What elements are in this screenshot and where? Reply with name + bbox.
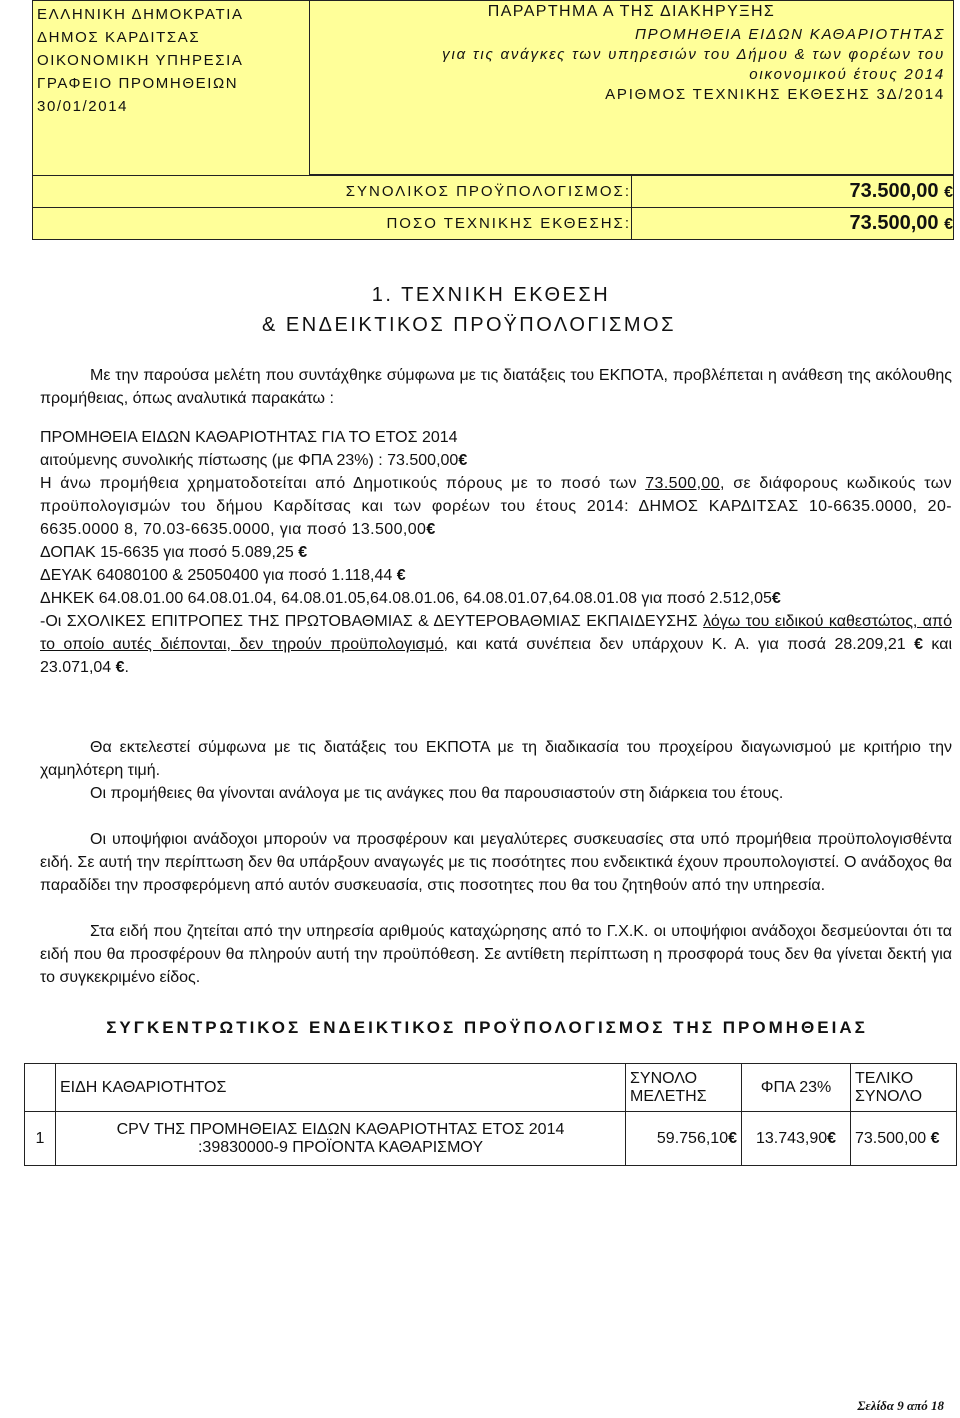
budget-row [33,175,954,207]
issue-date: 30/01/2014 [37,98,129,115]
schools-text-amount2: και 23.071,04 [40,636,952,676]
column-header: ΣΥΝΟΛΟ ΜΕΛΕΤΗΣ [626,1064,742,1112]
row-total [851,1112,957,1166]
deyak-line [40,564,952,587]
supply-credit [40,449,952,472]
report-value: 73.500,00 [849,211,939,234]
total-value: 73.500,00 [855,1129,927,1147]
header-table [32,0,954,240]
schedule-paragraph: Οι προμήθειες θα γίνονται ανάλογα με τις ανάγκες που θα παρουσιαστούν στη διάρκεια του έτους. [90,785,784,802]
euro-sign: € [914,636,923,653]
summary-table [24,1063,957,1166]
subject-line: για τις ανάγκες των υπηρεσιών του Δήμου & των φορέων του [442,46,945,63]
row-net [626,1112,742,1166]
euro-sign: € [458,452,468,469]
euro-sign: € [115,659,125,676]
funding-amount: 73.500,00 [645,475,721,492]
deyak-text: ΔΕΥΑΚ 64080100 & 25050400 για ποσό 1.118,44 [40,567,393,584]
table-header-row [25,1064,957,1112]
supply-block [40,426,952,679]
report-number: ΑΡΙΘΜΟΣ ΤΕΧΝΙΚΗΣ ΕΚΘΕΣΗΣ 3Δ/2014 [605,86,945,103]
report-amount [632,207,954,239]
report-amount-row [33,207,954,239]
summary-title: ΣΥΓΚΕΝΤΡΩΤΙΚΟΣ ΕΝΔΕΙΚΤΙΚΟΣ ΠΡΟΫΠΟΛΟΓΙΣΜΟΣ ΤΗΣ ΠΡΟΜΗΘΕΙΑΣ [106,1018,868,1037]
funding-paragraph [40,472,952,541]
euro-sign: € [396,567,406,584]
schools-underlined-text: λόγω του ειδικού καθεστώτος, από το οποίο αυτές διέπονται, δεν τηρούν προϋπολογισμό [40,613,952,653]
registration-paragraph: Στα ειδή που ζητείται από την υπηρεσία αριθμούς καταχώρησης από το Γ.Χ.Κ. οι υποψήφιοι ανάδοχοι δεσμεύονται ότι τα ειδή που θα προσφέρουν θα πληρούν αυτή την προϋπόθεση. Σε αντίθετη περίπτωση η προσφορά τους δεν θα γίνεται δεκτή για το συγκεκριμένο είδος. [40,923,952,986]
funding-text-codes: , σε διάφορους κωδικούς των προϋπολογισμών του δήμου Καρδίτσας και των φορέων του έτους 2014: ΔΗΜΟΣ ΚΑΡΔΙΤΣΑΣ 10-6635.0000, 20-6635.0000 8, 70.03-6635.0000, για ποσό 13.500,00 [40,475,952,538]
euro-sign: € [930,1129,940,1147]
issuer-line: ΔΗΜΟΣ ΚΑΡΔΙΤΣΑΣ [37,29,201,46]
euro-sign: € [426,521,436,538]
table-row [25,1112,957,1166]
schools-text-end: . [124,659,129,676]
supply-credit-text: αιτούμενης συνολικής πίστωσης (με ΦΠΑ 23%) : 73.500,00 [40,452,459,469]
column-header: ΕΙΔΗ ΚΑΘΑΡΙΟΤΗΤΟΣ [56,1064,626,1112]
column-header: ΤΕΛΙΚΟ ΣΥΝΟΛΟ [851,1064,957,1112]
dhkek-line [40,587,952,610]
section-subtitle: & ΕΝΔΕΙΚΤΙΚΟΣ ΠΡΟΫΠΟΛΟΓΙΣΜΟΣ [262,314,676,336]
budget-label: ΣΥΝΟΛΙΚΟΣ ΠΡΟΫΠΟΛΟΓΙΣΜΟΣ: [310,175,632,207]
section-title: 1. ΤΕΧΝΙΚΗ ΕΚΘΕΣΗ [371,284,611,306]
column-header [25,1064,56,1112]
funding-text: Η άνω προμήθεια χρηματοδοτείται από Δημοτικούς πόρους με το ποσό των [40,475,637,492]
schools-text: -Οι ΣΧΟΛΙΚΕΣ ΕΠΙΤΡΟΠΕΣ ΤΗΣ ΠΡΩΤΟΒΑΘΜΙΑΣ & ΔΕΥΤΕΡΟΒΑΘΜΙΑΣ ΕΚΠΑΙΔΕΥΣΗΣ [40,613,698,630]
budget-amount [632,175,954,207]
annex-title: ΠΑΡΑΡΤΗΜΑ Α ΤΗΣ ΔΙΑΚΗΡΥΞΗΣ [487,3,776,20]
issuer-line: ΓΡΑΦΕΙΟ ΠΡΟΜΗΘΕΙΩΝ [37,75,239,92]
budget-value: 73.500,00 [849,179,939,202]
packaging-paragraph: Οι υποψήφιοι ανάδοχοι μπορούν να προσφέρουν και μεγαλύτερες συσκευασίες στα υπό προμήθεια προϋπολογισθέντα ειδή. Σε αυτή την περίπτωση δεν θα υπάρξουν αναγωγές με τις ποσότητες που ενδεικτικά έχουν προυπολογιστεί. Ο ανάδοχος θα παραδίδει την προσφερόμενη από αυτόν συσκευασία, στις ποσοτητες που θα του ζητηθούν από την υπηρεσία. [40,831,952,894]
row-vat [742,1112,851,1166]
dhkek-text: ΔΗΚΕΚ 64.08.01.00 64.08.01.04, 64.08.01.05,64.08.01.06, 64.08.01.07,64.08.01.08 για ποσό 2.512,05 [40,590,772,607]
euro-sign: € [944,215,953,233]
procedure-paragraph: Θα εκτελεστεί σύμφωνα με τις διατάξεις του ΕΚΠΟΤΑ με τη διαδικασία του προχείρου διαγωνισμού με κριτήριο την χαμηλότερη τιμή. [40,739,952,779]
euro-sign: € [827,1129,837,1147]
row-description [56,1112,626,1166]
header-issuer-block [33,1,310,176]
dopak-line [40,541,952,564]
subject-line: οικονομικού έτους 2014 [749,66,945,83]
euro-sign: € [771,590,781,607]
schools-text-amount: , και κατά συνέπεια δεν υπάρχουν Κ. Α. για ποσά 28.209,21 [443,636,906,653]
dopak-text: ΔΟΠΑΚ 15-6635 για ποσό 5.089,25 [40,544,294,561]
euro-sign: € [298,544,308,561]
schools-paragraph [40,610,952,679]
supply-title: ΠΡΟΜΗΘΕΙΑ ΕΙΔΩΝ ΚΑΘΑΡΙΟΤΗΤΑΣ ΓΙΑ ΤΟ ΕΤΟΣ 2014 [40,429,458,446]
issuer-line: ΕΛΛΗΝΙΚΗ ΔΗΜΟΚΡΑΤΙΑ [37,6,244,23]
cpv-line: CPV ΤΗΣ ΠΡΟΜΗΘΕΙΑΣ ΕΙΔΩΝ ΚΑΘΑΡΙΟΤΗΤΑΣ ΕΤΟΣ 2014 [116,1120,565,1138]
column-header: ΦΠΑ 23% [742,1064,851,1112]
header-subject-block [310,1,954,175]
euro-sign: € [944,183,953,201]
issuer-line: ΟΙΚΟΝΟΜΙΚΗ ΥΠΗΡΕΣΙΑ [37,52,244,69]
intro-paragraph: Με την παρούσα μελέτη που συντάχθηκε σύμφωνα με τις διατάξεις του ΕΚΠΟΤΑ, προβλέπεται η ανάθεση της ακόλουθης προμήθειας, όπως αναλυτικά παρακάτω : [40,367,952,407]
subject-line: ΠΡΟΜΗΘΕΙΑ ΕΙΔΩΝ ΚΑΘΑΡΙΟΤΗΤΑΣ [635,26,945,43]
cpv-code-line: :39830000-9 ΠΡΟΪΟΝΤΑ ΚΑΘΑΡΙΣΜΟΥ [197,1138,483,1156]
row-number: 1 [25,1112,56,1166]
net-value: 59.756,10 [656,1129,729,1147]
page-number: Σελίδα 9 από 18 [857,1398,944,1413]
euro-sign: € [728,1129,737,1147]
report-amount-label: ΠΟΣΟ ΤΕΧΝΙΚΗΣ ΕΚΘΕΣΗΣ: [310,207,632,239]
vat-value: 13.743,90 [755,1129,828,1147]
